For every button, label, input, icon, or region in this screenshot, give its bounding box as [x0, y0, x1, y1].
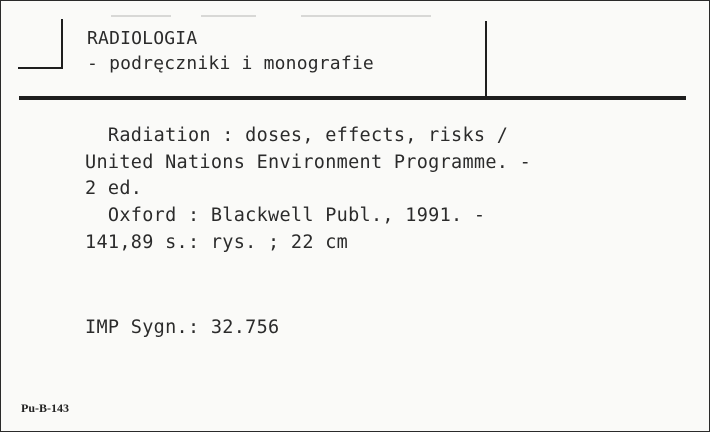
- heading-rule: [19, 96, 686, 100]
- faint-imprint: [111, 15, 171, 17]
- title-line: Radiation : doses, effects, risks /: [85, 125, 509, 146]
- faint-imprint: [301, 15, 431, 17]
- archive-code: Pu-B-143: [21, 401, 69, 415]
- physical-description-line: 141,89 s.: rys. ; 22 cm: [85, 232, 349, 253]
- edition-line: 2 ed.: [85, 178, 143, 199]
- author-line: United Nations Environment Programme. -: [85, 152, 532, 173]
- subject-subheading: - podręczniki i monografie: [87, 53, 374, 74]
- corner-mark: [18, 67, 63, 69]
- imprint-line: Oxford : Blackwell Publ., 1991. -: [85, 205, 486, 226]
- heading-divider: [485, 21, 487, 97]
- corner-mark: [61, 19, 63, 69]
- call-number: IMP Sygn.: 32.756: [85, 317, 280, 338]
- subject-heading: RADIOLOGIA: [87, 28, 198, 49]
- faint-imprint: [201, 15, 256, 17]
